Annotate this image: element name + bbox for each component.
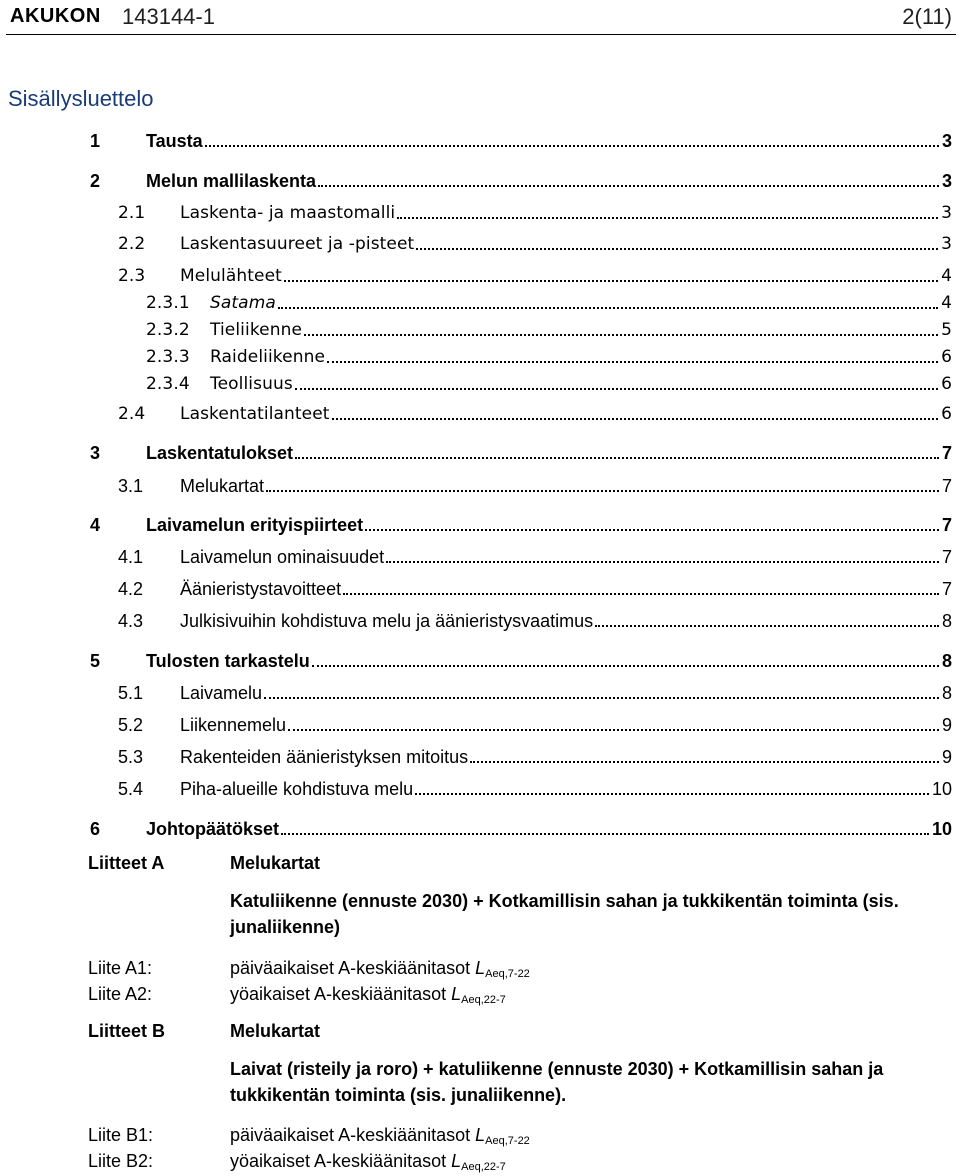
- toc-entry[interactable]: [0, 440, 960, 464]
- toc-number: 1: [90, 131, 101, 151]
- toc-number: 3: [90, 443, 101, 463]
- toc-page-number: 7: [941, 443, 952, 463]
- toc-leader-dots: [415, 793, 929, 795]
- toc-page-number: 9: [941, 747, 952, 767]
- appendix-a2-label: Liite A2:: [88, 984, 153, 1004]
- toc-page-number: 8: [941, 651, 952, 671]
- toc-number: 2.3.4: [146, 374, 190, 394]
- toc-number: 6: [90, 819, 101, 839]
- page-number: 2(11): [902, 4, 952, 29]
- toc-number: 3.1: [118, 476, 144, 496]
- toc-label: Johtopäätökset: [146, 819, 280, 839]
- toc-title: Sisällysluettelo: [8, 86, 154, 111]
- toc-page-number: 10: [931, 819, 952, 839]
- toc-label: Tulosten tarkastelu: [146, 651, 310, 671]
- toc-label: Laskentatilanteet: [180, 404, 330, 424]
- toc-entry[interactable]: [0, 200, 960, 224]
- toc-label: Laskentatulokset: [146, 443, 294, 463]
- toc-leader-dots: [386, 561, 939, 563]
- appendix-b-title: Melukartat: [230, 1021, 321, 1041]
- toc-page-number: 4: [941, 293, 952, 313]
- toc-label: Tieliikenne: [210, 320, 303, 340]
- toc-page-number: 7: [941, 579, 952, 599]
- toc-page-number: 10: [931, 779, 952, 799]
- toc-number: 2: [90, 171, 101, 191]
- toc-label: Laivamelu: [180, 683, 263, 703]
- toc-label: Teollisuus: [210, 374, 293, 394]
- toc-label: Satama: [210, 293, 276, 313]
- toc-leader-dots: [318, 185, 939, 187]
- toc-entry[interactable]: [0, 371, 960, 395]
- toc-label: Raideliikenne: [210, 347, 326, 367]
- toc-page-number: 7: [941, 476, 952, 496]
- appendix-b-description: Laivat (risteily ja roro) + katuliikenne (ennuste 2030) + Kotkamillisin sahan ja tukkikentän toiminta (sis. junaliikenne).: [230, 1059, 884, 1105]
- toc-entry[interactable]: [0, 168, 960, 192]
- toc-page-number: 3: [941, 234, 952, 254]
- toc-number: 4.3: [118, 611, 144, 631]
- toc-leader-dots: [295, 457, 939, 459]
- toc-entry[interactable]: [0, 680, 960, 704]
- toc-entry[interactable]: [0, 473, 960, 497]
- appendix-a1-label: Liite A1:: [88, 958, 153, 978]
- toc-leader-dots: [304, 334, 938, 336]
- document-id: 143144-1: [122, 4, 215, 29]
- toc-number: 2.3.1: [146, 293, 190, 313]
- toc-label: Liikennemelu: [180, 715, 287, 735]
- toc-number: 2.1: [118, 203, 146, 223]
- toc-leader-dots: [266, 490, 939, 492]
- toc-label: Laivamelun ominaisuudet: [180, 547, 385, 567]
- toc-leader-dots: [284, 280, 938, 282]
- toc-label: Julkisivuihin kohdistuva melu ja äänieristysvaatimus: [180, 611, 594, 631]
- toc-label: Laivamelun erityispiirteet: [146, 515, 364, 535]
- toc-entry[interactable]: [0, 263, 960, 287]
- toc-number: 5.1: [118, 683, 144, 703]
- toc-label: Laskenta- ja maastomalli: [180, 203, 396, 223]
- toc-entry[interactable]: [0, 712, 960, 736]
- toc-number: 2.2: [118, 234, 146, 254]
- appendix-b1-text: päiväaikaiset A-keskiäänitasot $L_{Aeq,7-22}$: [230, 1125, 530, 1147]
- toc-number: 2.3.3: [146, 347, 190, 367]
- toc-leader-dots: [205, 145, 939, 147]
- toc-entry[interactable]: [0, 744, 960, 768]
- toc-page-number: 9: [941, 715, 952, 735]
- toc-leader-dots: [281, 833, 929, 835]
- toc-number: 5.3: [118, 747, 144, 767]
- toc-label: Laskentasuureet ja -pisteet: [180, 234, 415, 254]
- toc-number: 2.4: [118, 404, 146, 424]
- toc-leader-dots: [397, 217, 938, 219]
- toc-entry[interactable]: [0, 401, 960, 425]
- toc-page-number: 3: [941, 171, 952, 191]
- svg-text:AKUKON: AKUKON: [10, 5, 101, 26]
- toc-label: Melun mallilaskenta: [146, 171, 317, 191]
- toc-entry[interactable]: [0, 608, 960, 632]
- toc-page-number: 5: [941, 320, 952, 340]
- toc-page-number: 6: [941, 374, 952, 394]
- appendix-b2-text: yöaikaiset A-keskiäänitasot $L_{Aeq,22-7}$: [230, 1151, 506, 1173]
- appendix-a-title: Melukartat: [230, 853, 321, 873]
- toc-number: 5: [90, 651, 101, 671]
- toc-label: Melukartat: [180, 476, 265, 496]
- toc-entry[interactable]: [0, 290, 960, 314]
- toc-number: 5.4: [118, 779, 144, 799]
- toc-page-number: 8: [941, 611, 952, 631]
- toc-page-number: 8: [941, 683, 952, 703]
- toc-page-number: 6: [941, 347, 952, 367]
- toc-leader-dots: [288, 729, 939, 731]
- toc-page-number: 3: [941, 203, 952, 223]
- appendix-a-heading: Liitteet A: [88, 853, 165, 873]
- toc-entry[interactable]: [0, 128, 960, 152]
- toc-label: Äänieristystavoitteet: [180, 579, 342, 599]
- toc-entry[interactable]: [0, 344, 960, 368]
- toc-page-number: 3: [941, 131, 952, 151]
- toc-label: Piha-alueille kohdistuva melu: [180, 779, 414, 799]
- appendix-a-description: Katuliikenne (ennuste 2030) + Kotkamillisin sahan ja tukkikentän toiminta (sis. junaliikenne): [230, 891, 899, 937]
- appendix-a1-text: päiväaikaiset A-keskiäänitasot $L_{Aeq,7-22}$: [230, 958, 530, 980]
- toc-entry[interactable]: [0, 576, 960, 600]
- toc-leader-dots: [264, 697, 939, 699]
- toc-leader-dots: [312, 665, 939, 667]
- toc-number: 2.3: [118, 266, 146, 286]
- toc-leader-dots: [343, 593, 939, 595]
- toc-entry[interactable]: [0, 317, 960, 341]
- toc-entry[interactable]: [0, 544, 960, 568]
- toc-entry[interactable]: [0, 776, 960, 800]
- toc-entry[interactable]: [0, 648, 960, 672]
- toc-leader-dots: [332, 418, 939, 420]
- toc-number: 4: [90, 515, 101, 535]
- toc-page-number: 4: [941, 266, 952, 286]
- appendix-b2-label: Liite B2:: [88, 1151, 154, 1171]
- toc-leader-dots: [278, 307, 938, 309]
- toc-leader-dots: [416, 248, 938, 250]
- toc-number: 4.2: [118, 579, 144, 599]
- toc-page-number: 7: [941, 547, 952, 567]
- appendix-b-heading: Liitteet B: [88, 1021, 166, 1041]
- toc-number: 4.1: [118, 547, 144, 567]
- toc-leader-dots: [365, 529, 939, 531]
- appendix-a2-text: yöaikaiset A-keskiäänitasot $L_{Aeq,22-7}$: [230, 984, 506, 1006]
- toc-label: Melulähteet: [180, 266, 282, 286]
- toc-entry[interactable]: [0, 816, 960, 840]
- toc-page-number: 7: [941, 515, 952, 535]
- toc-number: 5.2: [118, 715, 144, 735]
- toc-leader-dots: [295, 388, 938, 390]
- toc-leader-dots: [327, 361, 938, 363]
- toc-entry[interactable]: [0, 512, 960, 536]
- toc-leader-dots: [595, 625, 939, 627]
- appendix-b1-label: Liite B1:: [88, 1125, 154, 1145]
- toc-entry[interactable]: [0, 231, 960, 255]
- toc-number: 2.3.2: [146, 320, 190, 340]
- toc-label: Tausta: [146, 131, 203, 151]
- toc-leader-dots: [470, 761, 939, 763]
- toc-page-number: 6: [941, 404, 952, 424]
- toc-label: Rakenteiden äänieristyksen mitoitus: [180, 747, 469, 767]
